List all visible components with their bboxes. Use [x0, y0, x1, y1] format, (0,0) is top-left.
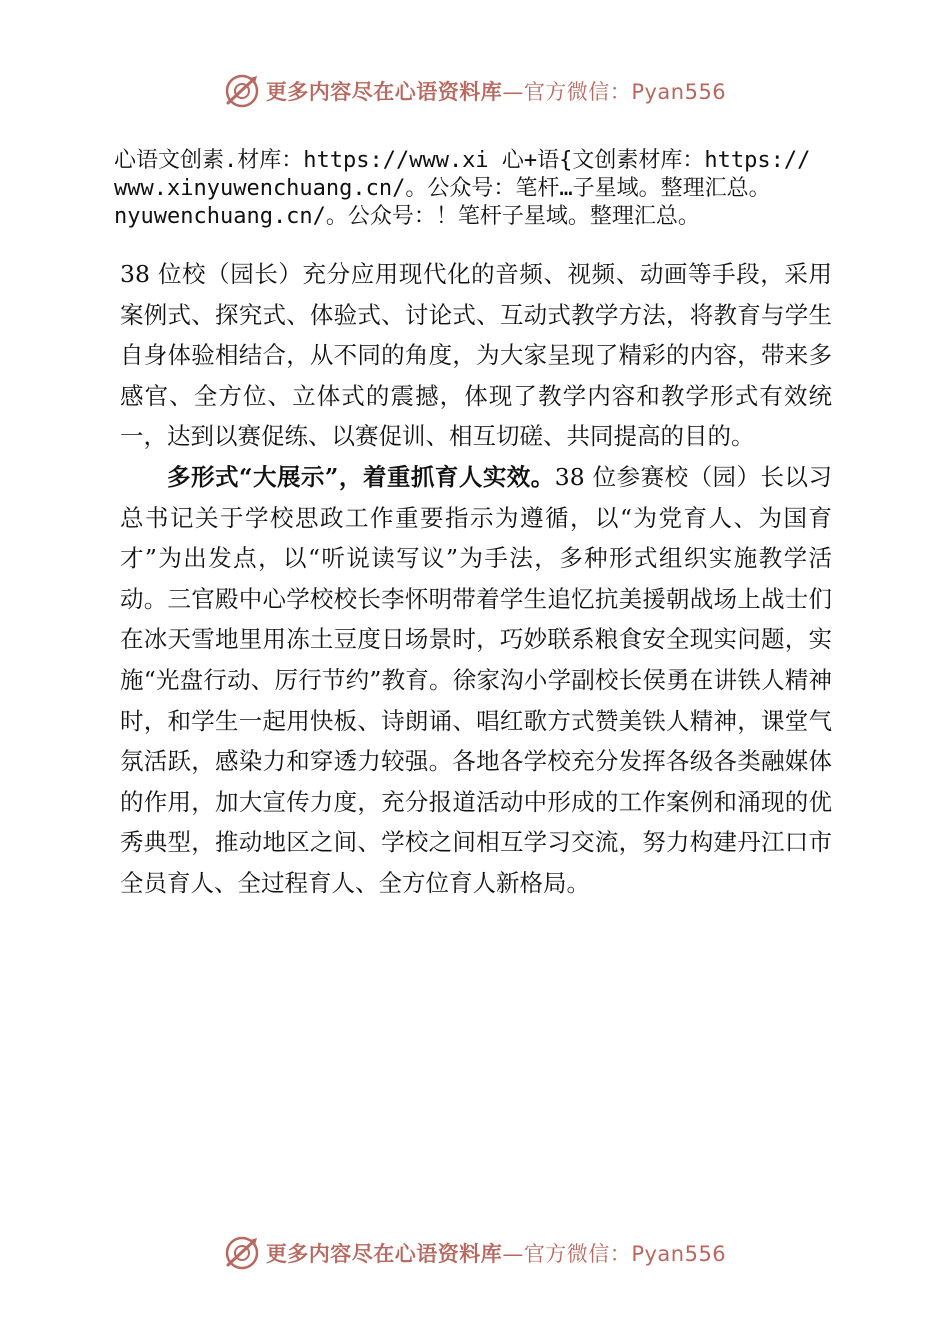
banner-text: [266, 76, 726, 106]
banner-separator: —官方微信：: [502, 1242, 632, 1266]
paragraph-2: [120, 457, 832, 904]
watermark-text-block: [114, 147, 874, 231]
paragraph-1: 38 位校（园长）充分应用现代化的音频、视频、动画等手段，采用案例式、探究式、体验式、讨论式、互动式教学方法，将教育与学生自身体验相结合，从不同的角度，为大家呈现了精彩的内容，带来多感官、全方位、立体式的震撼，体现了教学内容和教学形式有效统一，达到以赛促练、以赛促训、相互切磋、共同提高的目的。: [120, 260, 832, 451]
banner-title: 更多内容尽在心语资料库: [265, 1242, 503, 1266]
paragraph-2-text: 38 位参赛校（园）长以习总书记关于学校思政工作重要指示为遵循，以“为党育人、为国育才”为出发点，以“听说读写议”为手法，多种形式组织实施教学活动。三官殿中心学校校长李怀明带着学生追忆抗美援朝战场上战士们在冰天雪地里用冻土豆度日场景时，巧妙联系粮食安全现实问题，实施“光盘行动、厉行节约”教育。徐家沟小学副校长侯勇在讲铁人精神时，和学生一起用快板、诗朗诵、唱红歌方式赞美铁人精神，课堂气氛活跃，感染力和穿透力较强。各地各学校充分发挥各级各类融媒体的作用，加大宣传力度，充分报道活动中形成的工作案例和涌现的优秀典型，推动地区之间、学校之间相互学习交流，努力构建丹江口市全员育人、全过程育人、全方位育人新格局。: [120, 462, 832, 897]
paragraph-2-heading: 多形式“大展示”，着重抓育人实效。: [167, 462, 555, 491]
banner-text: [266, 1238, 726, 1268]
article-body: [120, 254, 832, 904]
banner-wechat-id: Pyan556: [631, 80, 727, 104]
camera-pen-logo-icon: [224, 73, 260, 109]
banner-separator: —官方微信：: [502, 80, 632, 104]
camera-pen-logo-icon: [224, 1235, 260, 1271]
watermark-line-3: nyuwenchuang.cn/。公众号：！笔杆子星域。整理汇总。: [114, 204, 700, 229]
banner-wechat-id: Pyan556: [631, 1242, 727, 1266]
footer-banner: [0, 1228, 950, 1278]
watermark-line-1: 心语文创素.材库：https://www.xi 心+语{文创素材库：https://: [114, 148, 811, 173]
header-banner: [0, 66, 950, 116]
banner-title: 更多内容尽在心语资料库: [265, 80, 503, 104]
watermark-line-2: www.xinyuwenchuang.cn/。公众号：笔杆…子星域。整理汇总。: [114, 176, 771, 201]
